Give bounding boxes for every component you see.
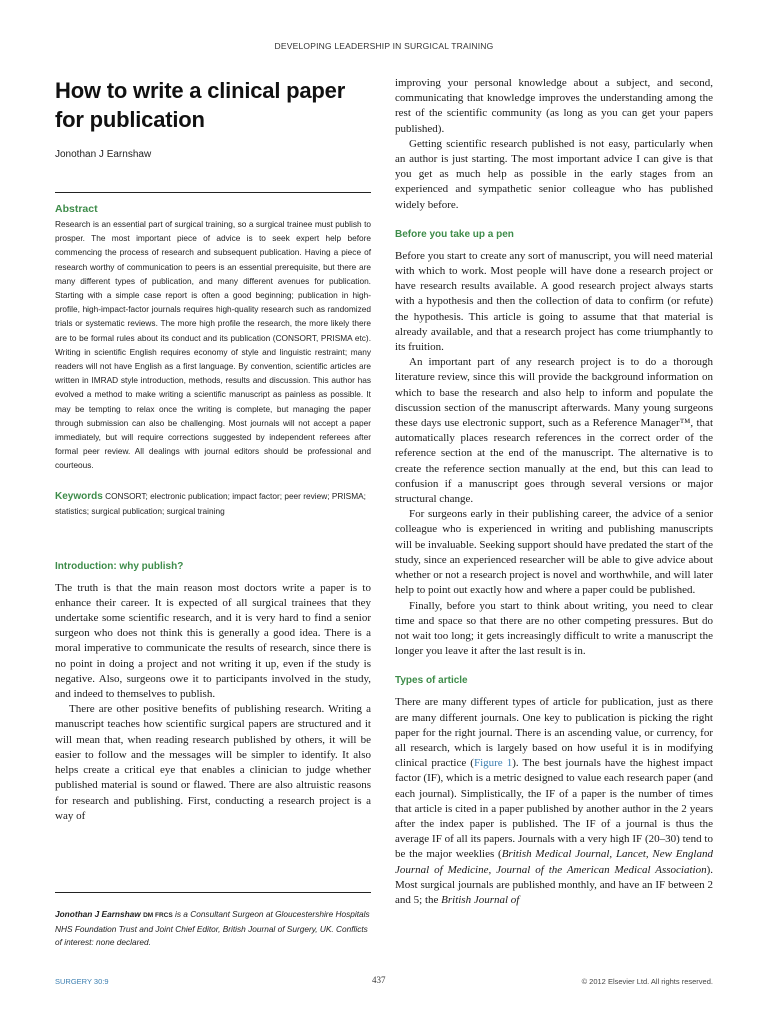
abstract-heading: Abstract (55, 203, 98, 215)
author-name: Jonothan J Earnshaw (55, 149, 152, 160)
footnote-author-name: Jonothan J Earnshaw (55, 909, 141, 919)
running-head: DEVELOPING LEADERSHIP IN SURGICAL TRAINING (274, 41, 494, 51)
paragraph-continued: improving your personal knowledge about a subject, and second, communicating that knowledge improves the understanding among the rest of the scientific community (as long as you can get your papers published). (395, 77, 713, 135)
footnote-text: is a Consultant Surgeon at Gloucestershire Hospitals NHS Foundation Trust and Joint Chief Editor, British Journal of Surgery, UK. Conflicts of interest: none declared. (55, 909, 370, 948)
before-pen-paragraph-2: An important part of any research project is to do a thorough literature review, since this will provide the background information on which to base the research and also help to inform and populate the discussion section of the manuscript afterwards. Many young surgeons these days use electronic support, such as a Reference Manager™, that automatically places research references in the correct order of the reference section at the end of the manuscript. The alternative is to create the reference section manually at the end, but this can lead to confusion if a manuscript goes through several versions or major structural change. (395, 356, 713, 506)
keywords-text: CONSORT; electronic publication; impact factor; peer review; PRISMA; statistics; surgical publication; surgical training (55, 490, 366, 517)
keywords (55, 489, 371, 519)
title-line-2: for publication (55, 107, 205, 132)
intro-heading: Introduction: why publish? (55, 560, 184, 572)
page-number: 437 (372, 975, 386, 985)
before-pen-heading: Before you take up a pen (395, 228, 514, 240)
intro-paragraph-1: The truth is that the main reason most doctors write a paper is to enhance their career. It is expected of all surgical trainees that they undertake some scientific research, and it is very hard to find a senior surgeon who does not think this is generally a good idea. There is a moral imperative to communicate the results of research, since there is no point in doing a project and not writing it up, even if the study is negative. Also, surgeons owe it to participants involved in the study, and indeed to themselves to publish. (55, 581, 371, 701)
before-pen-paragraph-1: Before you start to create any sort of manuscript, you will need material with which to work. Most people will have done a research project or have research results available. A good research project always starts with a hypothesis and then the collection of data to confirm (or refute) the hypothesis. This article is going to assume that that material is already available, and that a research project has come triumphantly to its fruition. (395, 249, 713, 354)
types-text-end: British Journal of (441, 893, 520, 906)
before-pen-paragraph-3: For surgeons early in their publishing career, the advice of a senior colleague who is experienced in writing and publishing manuscripts will be invaluable. Seeking support should have predated the start of the study, since an experienced researcher will be able to give advice about whether or not a research project is novel and worthwhile, and will later help to point out exactly how and where a paper could be published. (395, 508, 713, 597)
types-text-a: There are many different types of article for publication, just as there are many different journals. One key to publication is picking the right paper for the right journal. There is an ascending value, or currency, for all research, which is largely based on how useful it is in modifying clinical practice ( (395, 696, 713, 770)
types-heading: Types of article (395, 675, 468, 687)
before-pen-paragraph-4: Finally, before you start to think about writing, you need to clear time and space so that there are no other competing pressures. But do not wait too long; it gets increasingly difficult to write a manuscript the longer you leave it after the last result is in. (395, 599, 713, 658)
keywords-label: Keywords (55, 490, 103, 502)
types-text-c: ). Most surgical journals are published monthly, and have an IF between 2 and 5; the (395, 863, 713, 906)
footer-copyright: © 2012 Elsevier Ltd. All rights reserved. (581, 977, 713, 986)
left-column (55, 76, 371, 824)
author-footnote (55, 908, 371, 950)
footnote-rule (55, 892, 371, 893)
footnote-credentials: DM FRCS (143, 912, 173, 919)
types-journals: British Medical Journal, Lancet, New England Journal of Medicine, Journal of the American Medical Association (395, 848, 713, 876)
types-text-b: ). The best journals have the highest impact factor (IF), which is a metric designed to value each research paper (and each journal). Simplistically, the IF of a paper is the number of times that article is cited in a paper published by another author in the 2 years after the index paper is published. The IF of a journal is thus the average IF of all its papers. Journals with a very high IF (20–30) tend to be the major weeklies ( (395, 757, 713, 861)
title-line-1: How to write a clinical paper (55, 78, 346, 103)
footer-journal: SURGERY 30:9 (55, 977, 109, 986)
paragraph-getting-published: Getting scientific research published is not easy, particularly when an author is just starting. The most important advice I can give is that you get as much help as possible in the early stages from an experienced and sympathetic senior colleague who has published widely before. (395, 137, 713, 211)
abstract-top-rule (55, 192, 371, 193)
figure-1-link[interactable]: Figure 1 (473, 757, 513, 770)
types-paragraph-1 (395, 695, 713, 908)
right-column (395, 76, 713, 908)
intro-paragraph-2: There are other positive benefits of publishing research. Writing a manuscript teaches how scientific surgical papers are structured and it will mean that, when reading research published by others, it will be easier to follow and the messages will be simpler to identify. It also helps create a critical eye that enables a clinician to judge whether published material is sound or flawed. There are also altruistic reasons for research and publishing. First, conducting a research project is a way of (55, 703, 371, 822)
abstract-text: Research is an essential part of surgical training, so a surgical trainee must publish to prosper. The most important piece of advice is to seek expert help before commencing the process of research and subsequent publication. Having a piece of research worthy of communication to peers is an essential prerequisite, but there are many different types of publication, and many different avenues for publication. Starting with a simple case report is often a good beginning; publication in high-profile, high-impact-factor journals requires high-quality research such as randomized trials or systematic reviews. The more high profile the research, the more likely there are to be formal rules about its conduct and its publication (CONSORT, PRISMA etc). Writing in scientific English requires economy of style and linguistic restraint; many readers will not have English as a first language. By convention, scientific articles are written in IMRAD style introduction, methods, results and discussion. This author has evolved a method to make writing a scientific manuscript as painless as possible. It may be tempting to relax once the writing is complete, but managing the paper through submission can also be challenging. Most journals will not accept a paper immediately, but will require corrections suggested by independent referees after formal peer review. All dealings with journal editors should be professional and courteous. (55, 219, 371, 471)
article-title (55, 76, 371, 134)
